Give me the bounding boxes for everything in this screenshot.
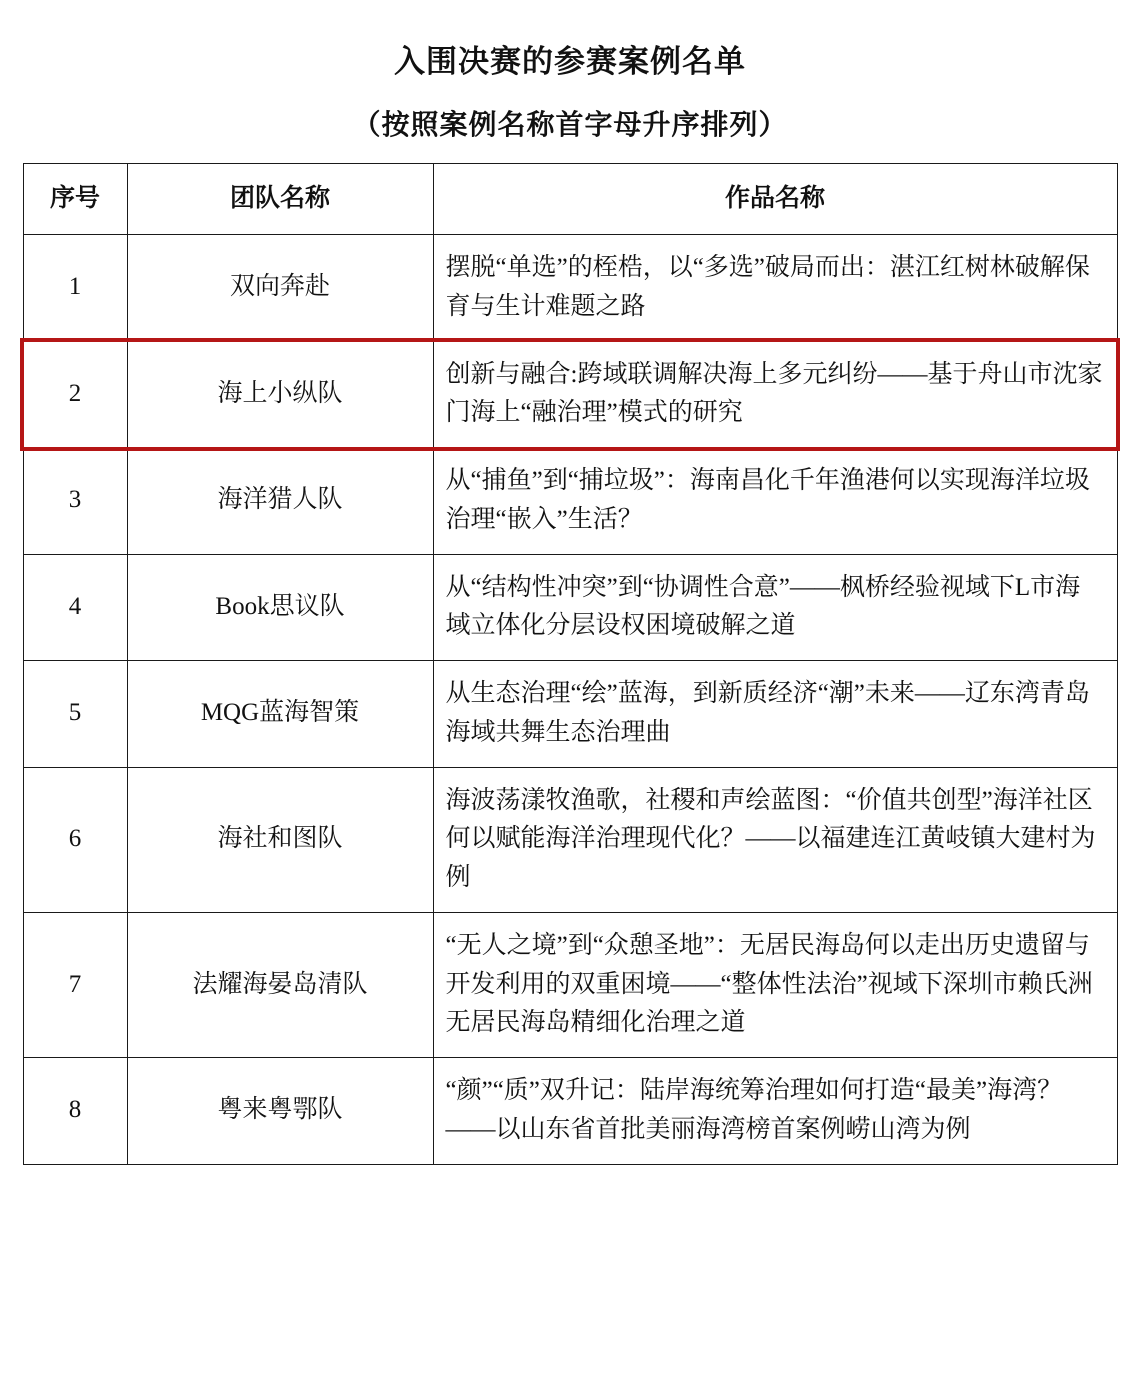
cell-work: 从生态治理“绘”蓝海，到新质经济“潮”未来——辽东湾青岛海域共舞生态治理曲 xyxy=(433,661,1117,768)
column-header-work: 作品名称 xyxy=(433,164,1117,235)
page-subtitle: （按照案例名称首字母升序排列） xyxy=(352,110,788,141)
table-row xyxy=(23,661,1117,768)
cell-work: 创新与融合:跨域联调解决海上多元纠纷——基于舟山市沈家门海上“融治理”模式的研究 xyxy=(433,341,1117,448)
table-row xyxy=(23,767,1117,912)
finalists-table xyxy=(23,163,1118,1165)
table-body xyxy=(23,235,1117,1165)
table-container xyxy=(22,163,1118,1165)
cell-work: 摆脱“单选”的桎梏，以“多选”破局而出：湛江红树林破解保育与生计难题之路 xyxy=(433,235,1117,342)
cell-team: 双向奔赴 xyxy=(127,235,433,342)
cell-index: 6 xyxy=(23,767,127,912)
table-header xyxy=(23,164,1117,235)
page-title: 入围决赛的参赛案例名单 xyxy=(394,44,746,79)
cell-team: Book思议队 xyxy=(127,554,433,661)
table-row xyxy=(23,448,1117,555)
cell-work: “无人之境”到“众憩圣地”：无居民海岛何以走出历史遗留与开发利用的双重困境——“整体性法治”视域下深圳市赖氏洲无居民海岛精细化治理之道 xyxy=(433,912,1117,1057)
cell-work: 海波荡漾牧渔歌，社稷和声绘蓝图：“价值共创型”海洋社区何以赋能海洋治理现代化？——以福建连江黄岐镇大建村为例 xyxy=(433,767,1117,912)
cell-work: “颜”“质”双升记：陆岸海统筹治理如何打造“最美”海湾？——以山东省首批美丽海湾榜首案例崂山湾为例 xyxy=(433,1058,1117,1165)
cell-index: 8 xyxy=(23,1058,127,1165)
cell-index: 2 xyxy=(23,341,127,448)
cell-team: 法耀海晏岛清队 xyxy=(127,912,433,1057)
column-header-team: 团队名称 xyxy=(127,164,433,235)
cell-team: 海上小纵队 xyxy=(127,341,433,448)
cell-index: 4 xyxy=(23,554,127,661)
column-header-index: 序号 xyxy=(23,164,127,235)
cell-work: 从“捕鱼”到“捕垃圾”：海南昌化千年渔港何以实现海洋垃圾治理“嵌入”生活？ xyxy=(433,448,1117,555)
cell-index: 3 xyxy=(23,448,127,555)
table-row xyxy=(23,235,1117,342)
table-row xyxy=(23,1058,1117,1165)
cell-team: 海洋猎人队 xyxy=(127,448,433,555)
table-header-row xyxy=(23,164,1117,235)
cell-index: 5 xyxy=(23,661,127,768)
cell-team: MQG蓝海智策 xyxy=(127,661,433,768)
cell-team: 海社和图队 xyxy=(127,767,433,912)
table-row xyxy=(23,554,1117,661)
table-row xyxy=(23,912,1117,1057)
cell-index: 7 xyxy=(23,912,127,1057)
cell-index: 1 xyxy=(23,235,127,342)
cell-work: 从“结构性冲突”到“协调性合意”——枫桥经验视域下L市海域立体化分层设权困境破解之道 xyxy=(433,554,1117,661)
cell-team: 粤来粤鄂队 xyxy=(127,1058,433,1165)
table-row xyxy=(23,341,1117,448)
